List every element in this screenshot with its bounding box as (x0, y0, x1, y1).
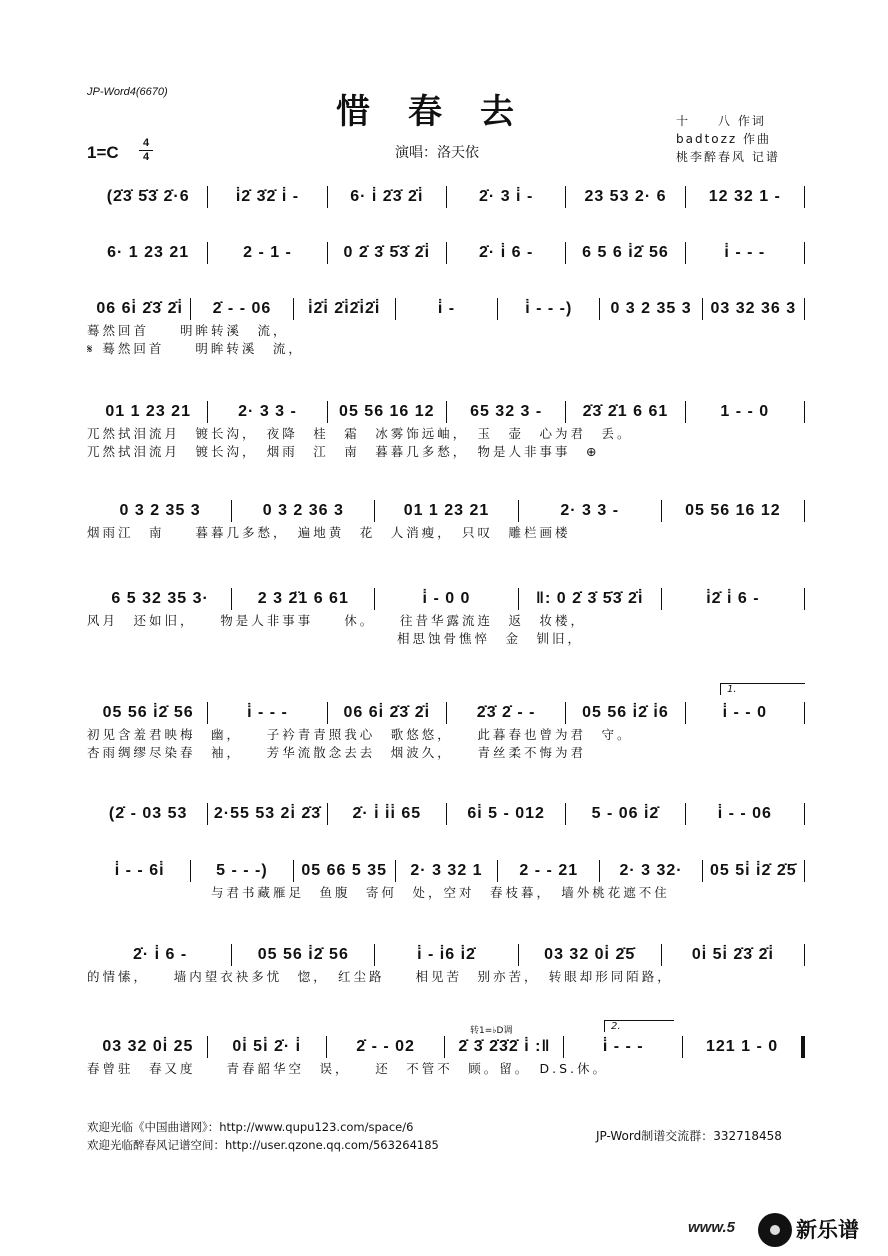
measure: 2̇· i̇ 6 - (132, 946, 188, 963)
song-title: 惜春去 (336, 92, 552, 132)
measure: 0 2̇ 3̇ 5̇3̇ 2̇i̇ (343, 244, 431, 261)
lyric-line: 春曾驻 春又度 青春韶华空 误， 还 不管不 顾。留。 D.S.休。 (87, 1061, 609, 1076)
measure: 05 56 i̇2̇ i̇6 (582, 704, 669, 721)
measure: 0 3 2 36 3 (262, 502, 344, 519)
measure: 01 1 23 21 (105, 403, 191, 420)
barline (804, 702, 805, 724)
watermark-url: www.5 (688, 1219, 735, 1236)
measure: 2̇ 3̇ 2̇3̇2̇ i̇ :‖ (458, 1038, 551, 1055)
lyric-line: 蓦然回首 明眸转溪 流， (87, 323, 289, 338)
singer: 演唱：洛天依 (395, 145, 479, 161)
measure: 06 6i̇ 2̇3̇ 2̇i̇ (96, 300, 183, 317)
measure: 2· 3 3 - (238, 403, 297, 420)
measure: 03 32 36 3 (710, 300, 797, 317)
credits (676, 112, 780, 166)
measure: i̇ - (437, 300, 456, 317)
measure: 6 5 6 i̇2̇ 56 (582, 244, 669, 261)
measure: i̇ - - - (602, 1038, 644, 1055)
measure: 23 53 2· 6 (584, 188, 667, 205)
measure: 03 32 0i̇ 25 (102, 1038, 194, 1055)
measure: 05 56 i̇2̇ 56 (257, 946, 349, 963)
lyric-line: 风月 还如旧， 物是人非事事 休。 往昔华露流连 返 妆楼， (87, 613, 587, 628)
measure: 01 1 23 21 (403, 502, 490, 519)
lyric-line: 兀然拭泪流月 镀长沟， 烟雨 江 南 暮暮几多愁， 物是人非事事 ⊕ (87, 444, 600, 459)
lyric-line: 的情愫， 墙内望衣袂多忧 惚， 红尘路 相见苦 别亦苦， 转眼却形同陌路， (87, 969, 673, 984)
notation-row (87, 701, 805, 725)
lyric-line: 烟雨江 南 暮暮几多愁， 遍地黄 花 人消瘦， 只叹 雕栏画楼 (87, 525, 571, 540)
measure: i̇ - - - (724, 244, 766, 261)
barline (804, 186, 805, 208)
measure: 2̇· i̇ i̇i̇ 65 (352, 805, 422, 822)
footer-links (87, 1118, 439, 1154)
measure: 5 - - -) (216, 862, 268, 879)
lyric-line: 兀然拭泪流月 镀长沟， 夜降 桂 霜 冰雾饰远岫， 玉 壶 心为君 丢。 (87, 426, 633, 441)
measure: i̇ - - - (247, 704, 288, 721)
composer: badtozz 作曲 (676, 132, 772, 146)
notation-row (87, 400, 805, 424)
barline (804, 588, 805, 610)
measure: 121 1 - 0 (705, 1038, 779, 1055)
measure: 2 3 2̈1 6 61 (257, 590, 349, 607)
volta-bracket-1: 1. (720, 683, 805, 695)
measure: 0 3 2 35 3 (610, 300, 692, 317)
key-signature: 1=C (87, 143, 119, 162)
measure: i̇ - 0 0 (422, 590, 471, 607)
barline (801, 1036, 805, 1058)
measure: 2̇3̇ 2̇1 6 61 (582, 403, 669, 420)
measure: 05 5i̇ i̇2̇ 2̇5̇ (710, 862, 797, 879)
footer-line-1: 欢迎光临《中国曲谱网》：http://www.qupu123.com/space/6 (87, 1120, 414, 1134)
measure: 2·55 53 2i̇ 2̇3̇ (213, 805, 322, 822)
notation-row (87, 185, 805, 209)
measure: 2· 3 32 1 (410, 862, 483, 879)
notation-row (87, 1035, 805, 1059)
measure: 05 56 i̇2̇ 56 (102, 704, 194, 721)
barline (804, 944, 805, 966)
measure: i̇ - - 6i̇ (114, 862, 165, 879)
score-line (87, 802, 805, 826)
lyric-line: 𝄋 蓦然回首 明眸转溪 流， (87, 341, 304, 356)
logo-text: 新乐谱 (796, 1218, 859, 1242)
measure: 6· i̇ 2̇3̇ 2̇i̇ (350, 188, 424, 205)
measure: i̇ - i̇6 i̇2̇ (417, 946, 476, 963)
measure: 2̇· 3 i̇ - (479, 188, 534, 205)
lyric-line: 初见含羞君映梅 幽， 子衿青青照我心 歌悠悠， 此暮春也曾为君 守。 (87, 727, 633, 742)
footer-line-2: 欢迎光临醉春风记谱空间：http://user.qzone.qq.com/563264185 (87, 1138, 439, 1152)
measure: (2̇ - 03 53 (108, 805, 188, 822)
measure: i̇ - - 06 (717, 805, 772, 822)
lyric-line: 与君书藏雁足 鱼腹 寄何 处，空对 春枝暮， 墙外桃花遮不住 (87, 885, 670, 900)
measure: 03 32 0i̇ 2̇5̇ (544, 946, 636, 963)
qq-group: JP-Word制谱交流群：332718458 (596, 1129, 782, 1143)
notation-row (87, 587, 805, 611)
score-line (87, 943, 805, 985)
measure: 05 56 16 12 (339, 403, 435, 420)
score-line (87, 400, 805, 460)
measure: 2̇3̇ 2̇ - - (476, 704, 536, 721)
time-signature-bottom: 4 (139, 150, 153, 164)
measure: (2̇3̇ 5̇3̇ 2̇·6 (106, 188, 190, 205)
measure: i̇ - - 0 (722, 704, 767, 721)
score-line (87, 587, 805, 647)
measure: 06 6i̇ 2̇3̇ 2̇i̇ (343, 704, 431, 721)
measure: 05 66 5 35 (301, 862, 388, 879)
score-line (87, 859, 805, 901)
barline (804, 401, 805, 423)
measure: 6i̇ 5 - 012 (467, 805, 545, 822)
measure: 0 3 2 35 3 (119, 502, 201, 519)
volta-bracket-2: 2. (604, 1020, 674, 1032)
notation-row (87, 943, 805, 967)
notation-row (87, 802, 805, 826)
software-version: JP-Word4(6670) (87, 86, 168, 98)
measure: 0i̇ 5i̇ 2̇3̇ 2̇i̇ (691, 946, 774, 963)
measure: ‖: 0 2̇ 3̇ 5̇3̇ 2̇i̇ (536, 590, 644, 607)
measure: 05 56 16 12 (685, 502, 781, 519)
notation-row (87, 297, 805, 321)
score-line (87, 241, 805, 265)
score-line (87, 1035, 805, 1077)
measure: 2 - 1 - (243, 244, 292, 261)
notation-row (87, 859, 805, 883)
notation-row (87, 241, 805, 265)
score-line (87, 701, 805, 761)
transcriber: 桃李醉春风 记谱 (676, 150, 780, 164)
lyricist: 十 八 作词 (676, 114, 766, 128)
vinyl-logo-icon (758, 1213, 792, 1247)
barline (804, 242, 805, 264)
barline (804, 860, 805, 882)
measure: i̇2̇ 3̇2̇ i̇ - (235, 188, 300, 205)
score-line (87, 297, 805, 357)
measure: 5 - 06 i̇2̇ (591, 805, 660, 822)
notation-row (87, 499, 805, 523)
score-line (87, 499, 805, 541)
measure: 2· 3 3 - (560, 502, 620, 519)
measure: i̇2̇ i̇ 6 - (706, 590, 760, 607)
measure: 2̇· i̇ 6 - (479, 244, 534, 261)
measure: 2̇ - - 02 (356, 1038, 415, 1055)
measure: 1 - - 0 (720, 403, 770, 420)
barline (804, 500, 805, 522)
measure: 2· 3 32· (619, 862, 683, 879)
measure: 0i̇ 5i̇ 2̇· i̇ (232, 1038, 302, 1055)
time-signature-top: 4 (142, 137, 150, 149)
measure: 6· 1 23 21 (107, 244, 190, 261)
measure: 2̇ - - 06 (212, 300, 272, 317)
measure: 12 32 1 - (708, 188, 781, 205)
measure: i̇2̇i̇ 2̇i̇2̇i̇2̇i̇ (308, 300, 381, 317)
measure: i̇ - - -) (525, 300, 573, 317)
barline (804, 298, 805, 320)
lyric-line: 相思蚀骨憔悴 金 钏旧， (87, 631, 584, 646)
modulation-mark: 转1=♭D调 (470, 1026, 513, 1036)
barline (804, 803, 805, 825)
measure: 6 5 32 35 3· (111, 590, 209, 607)
time-signature (139, 137, 153, 164)
measure: 65 32 3 - (470, 403, 543, 420)
lyric-line: 杏雨绸缪尽染春 袖， 芳华流散念去去 烟波久， 青丝柔不悔为君 (87, 745, 587, 760)
score-line (87, 185, 805, 209)
measure: 2 - - 21 (519, 862, 579, 879)
